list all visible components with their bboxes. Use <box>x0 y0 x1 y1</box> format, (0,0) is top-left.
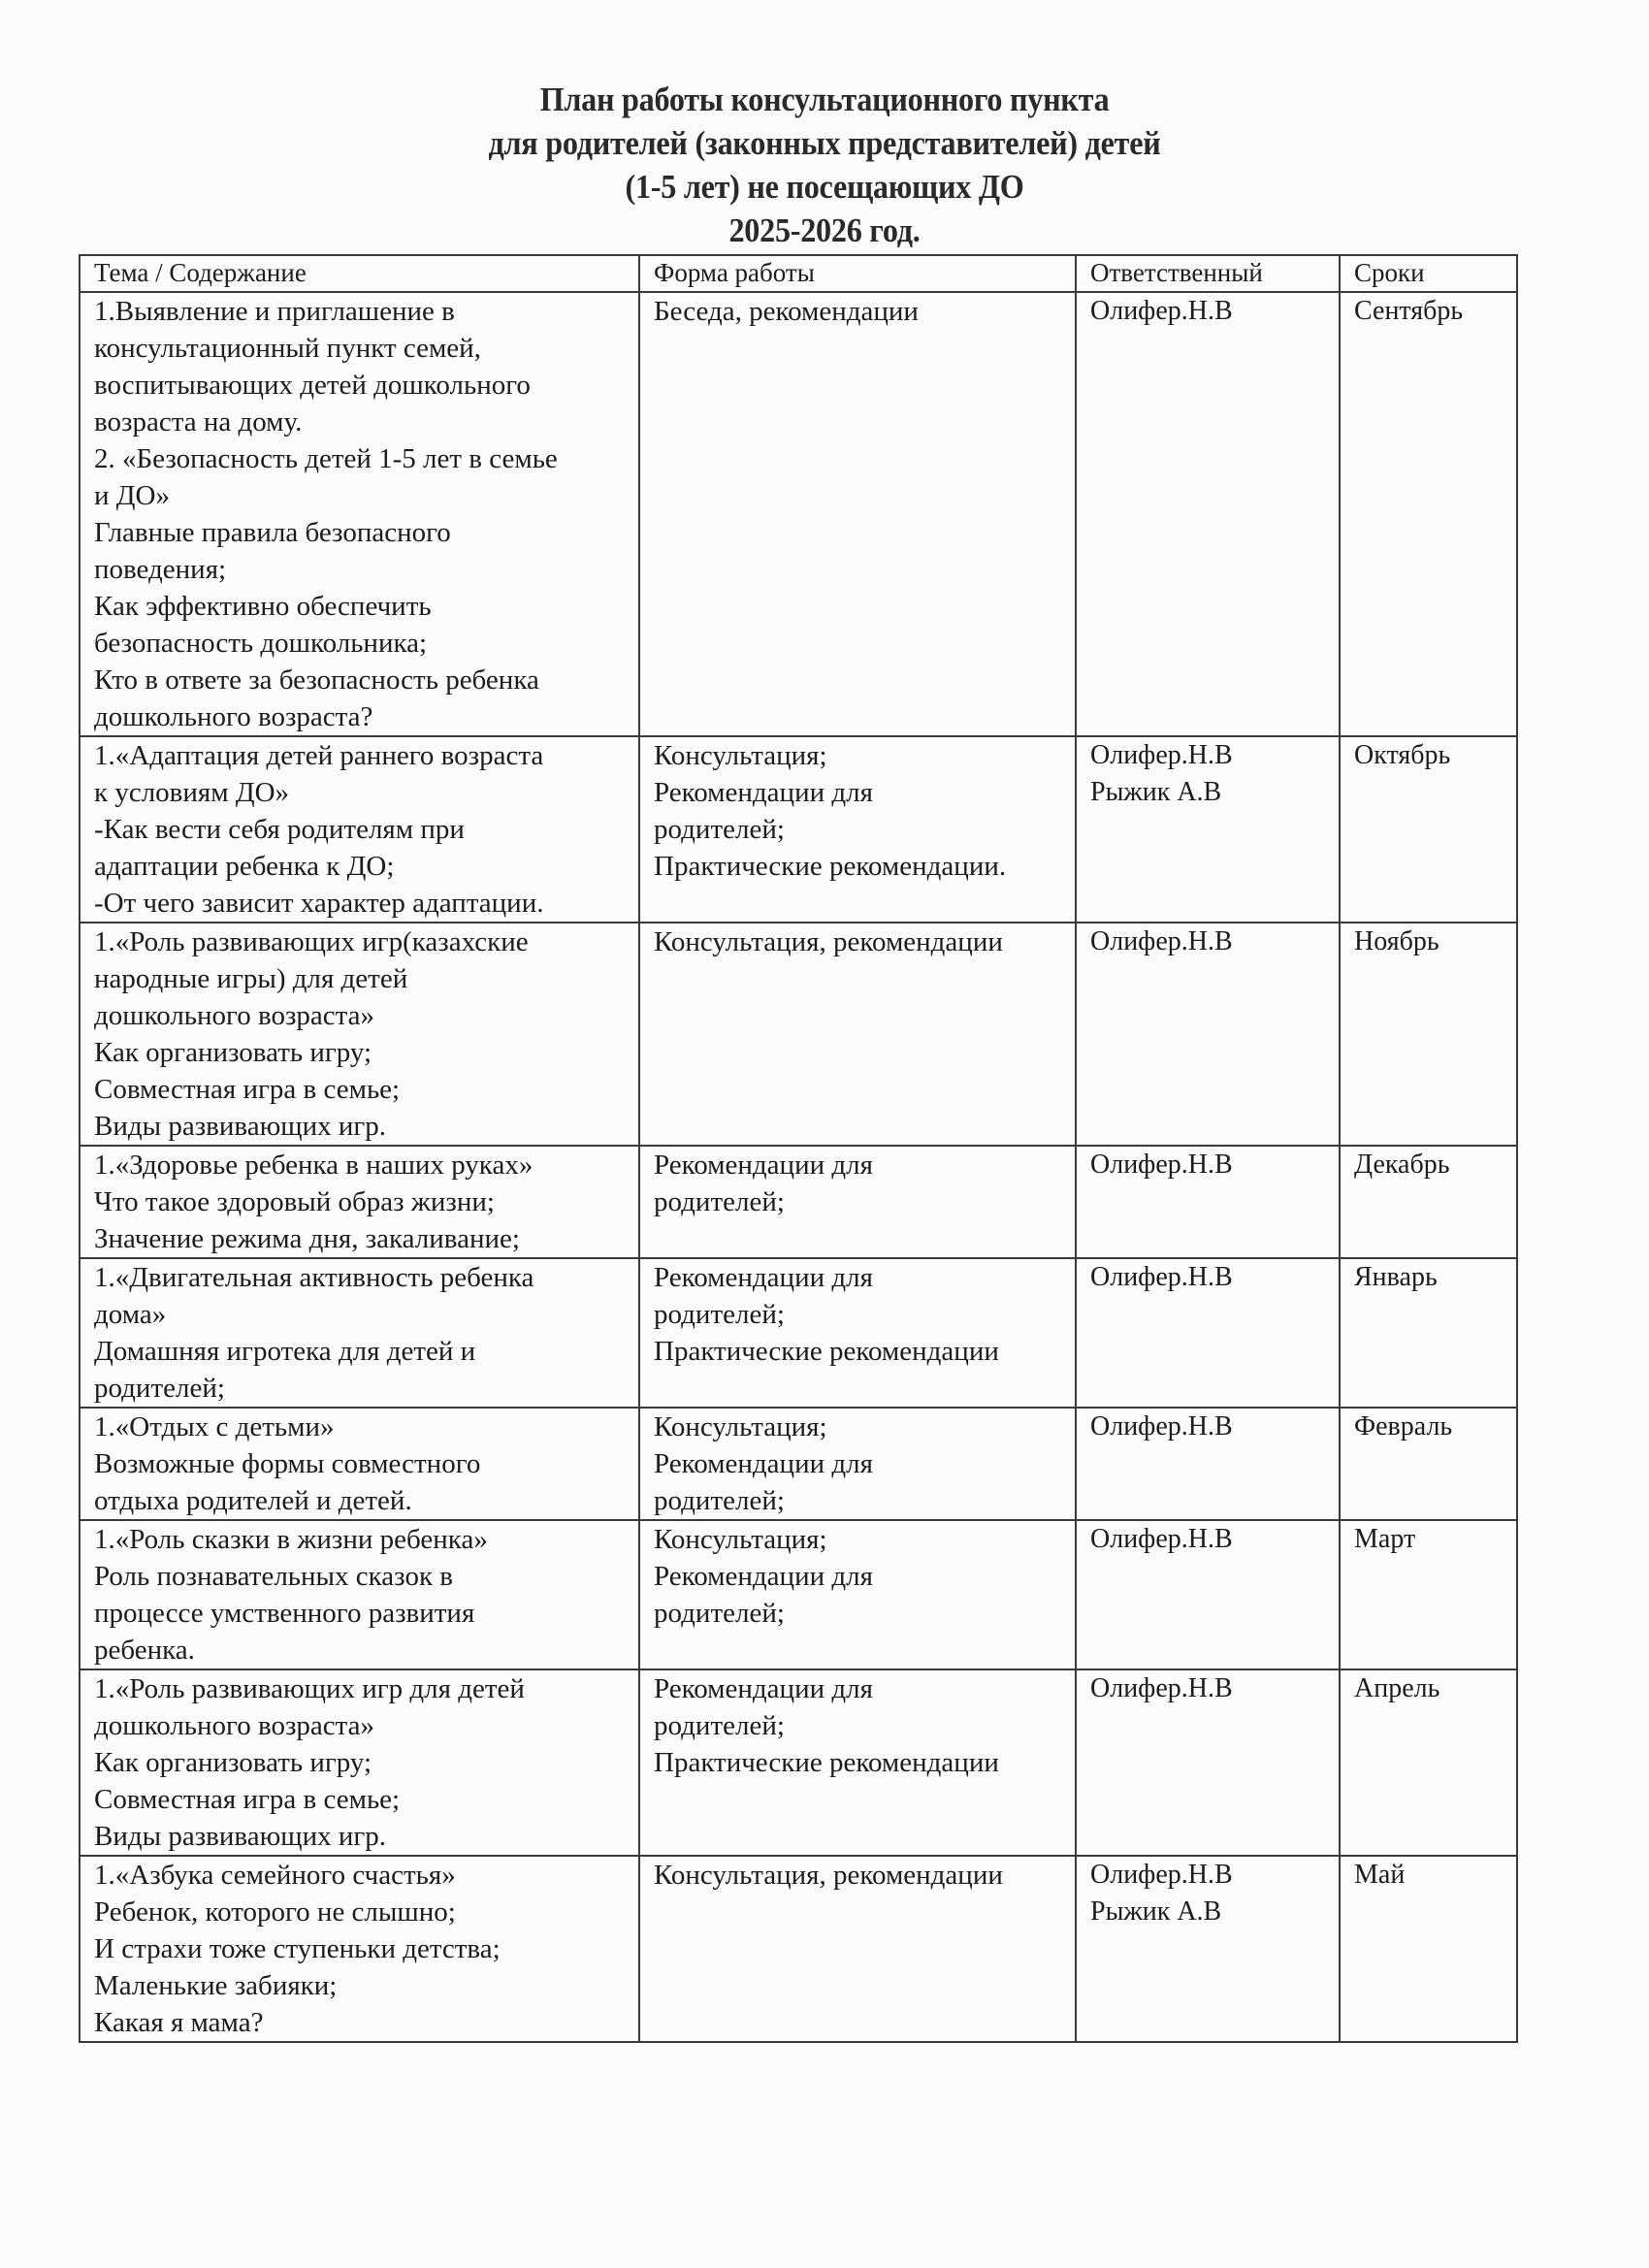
cell-term: Январь <box>1340 1258 1517 1408</box>
cell-form <box>639 1856 1076 2042</box>
cell-topic <box>80 923 639 1146</box>
cell-form-line: Беседа, рекомендации <box>654 296 919 327</box>
cell-topic <box>80 1856 639 2042</box>
cell-topic-line: безопасность дошкольника; <box>94 628 428 659</box>
title-line: (1-5 лет) не посещающих ДО <box>625 168 1024 206</box>
cell-form-line: Рекомендации для <box>654 1150 873 1181</box>
cell-form-line: Рекомендации для <box>654 1673 873 1704</box>
cell-topic-line: Что такое здоровый образ жизни; <box>94 1186 495 1217</box>
cell-term: Май <box>1340 1856 1517 2042</box>
cell-form-line: родителей; <box>654 1598 785 1629</box>
cell-topic-line: поведения; <box>94 554 227 585</box>
table-row <box>80 1258 1517 1408</box>
cell-topic-line: и ДО» <box>94 480 170 511</box>
title-line: 2025-2026 год. <box>728 211 921 249</box>
cell-form-line: родителей; <box>654 814 785 845</box>
cell-responsible <box>1076 1258 1340 1408</box>
cell-form-line: Консультация, рекомендации <box>654 926 1003 957</box>
cell-topic-line: отдыха родителей и детей. <box>94 1485 412 1516</box>
cell-responsible <box>1076 923 1340 1146</box>
cell-responsible-line: Олифер.Н.В <box>1090 1860 1233 1890</box>
cell-topic <box>80 1520 639 1669</box>
cell-form-line: Практические рекомендации. <box>654 851 1007 882</box>
cell-topic-line: 2. «Безопасность детей 1-5 лет в семье <box>94 443 558 474</box>
cell-form-line: Консультация; <box>654 1524 827 1555</box>
cell-term: Ноябрь <box>1340 923 1517 1146</box>
table-row <box>80 1408 1517 1520</box>
cell-topic-line: 1.«Двигательная активность ребенка <box>94 1262 534 1293</box>
cell-form-line: Консультация; <box>654 740 827 771</box>
cell-responsible-line: Олифер.Н.В <box>1090 1262 1233 1292</box>
cell-topic-line: дошкольного возраста» <box>94 1710 375 1741</box>
cell-form <box>639 1520 1076 1669</box>
cell-topic-line: Значение режима дня, закаливание; <box>94 1223 520 1254</box>
cell-responsible <box>1076 1669 1340 1856</box>
document-title <box>0 78 1649 252</box>
cell-form <box>639 1146 1076 1258</box>
cell-topic-line: дома» <box>94 1299 167 1330</box>
title-line: для родителей (законных представителей) детей <box>488 124 1161 162</box>
cell-responsible <box>1076 736 1340 923</box>
cell-topic-line: Совместная игра в семье; <box>94 1784 401 1815</box>
cell-term: Март <box>1340 1520 1517 1669</box>
cell-term: Сентябрь <box>1340 292 1517 736</box>
cell-topic-line: И страхи тоже ступеньки детства; <box>94 1933 501 1964</box>
header-topic: Тема / Содержание <box>80 255 639 292</box>
cell-topic <box>80 1146 639 1258</box>
header-form: Форма работы <box>639 255 1076 292</box>
cell-form-line: Консультация; <box>654 1411 827 1442</box>
cell-form-line: Консультация, рекомендации <box>654 1860 1003 1891</box>
cell-topic-line: Роль познавательных сказок в <box>94 1561 453 1592</box>
cell-topic-line: -От чего зависит характер адаптации. <box>94 888 544 919</box>
cell-topic-line: Какая я мама? <box>94 2007 264 2038</box>
table-row <box>80 1669 1517 1856</box>
cell-responsible-line: Рыжик А.В <box>1090 777 1222 807</box>
cell-topic-line: Как эффективно обеспечить <box>94 591 432 622</box>
cell-topic-line: дошкольного возраста? <box>94 701 373 732</box>
cell-form-line: родителей; <box>654 1485 785 1516</box>
cell-responsible-line: Рыжик А.В <box>1090 1896 1222 1927</box>
cell-topic-line: к условиям ДО» <box>94 777 290 808</box>
cell-topic-line: 1.«Роль сказки в жизни ребенка» <box>94 1524 488 1555</box>
cell-form <box>639 923 1076 1146</box>
table-row <box>80 1520 1517 1669</box>
cell-topic-line: Домашняя игротека для детей и <box>94 1336 476 1367</box>
cell-topic-line: 1.«Азбука семейного счастья» <box>94 1860 456 1891</box>
cell-topic-line: возраста на дому. <box>94 406 303 437</box>
cell-topic-line: Виды развивающих игр. <box>94 1821 387 1852</box>
cell-topic <box>80 292 639 736</box>
cell-topic-line: Кто в ответе за безопасность ребенка <box>94 664 539 696</box>
table-row <box>80 1856 1517 2042</box>
cell-form <box>639 1669 1076 1856</box>
cell-form-line: Практические рекомендации <box>654 1336 999 1367</box>
cell-responsible <box>1076 1408 1340 1520</box>
cell-term: Апрель <box>1340 1669 1517 1856</box>
plan-table <box>79 254 1518 2043</box>
cell-topic-line: воспитывающих детей дошкольного <box>94 370 531 401</box>
table-row <box>80 292 1517 736</box>
cell-topic-line: Маленькие забияки; <box>94 1970 338 2001</box>
cell-responsible <box>1076 1856 1340 2042</box>
cell-form-line: Рекомендации для <box>654 1448 873 1479</box>
cell-topic-line: 1.«Здоровье ребенка в наших руках» <box>94 1150 534 1181</box>
cell-form <box>639 1408 1076 1520</box>
cell-topic-line: адаптации ребенка к ДО; <box>94 851 395 882</box>
cell-form <box>639 1258 1076 1408</box>
cell-responsible-line: Олифер.Н.В <box>1090 1524 1233 1554</box>
table-row <box>80 1146 1517 1258</box>
cell-form-line: Практические рекомендации <box>654 1747 999 1778</box>
table-row <box>80 736 1517 923</box>
cell-topic-line: 1.«Роль развивающих игр для детей <box>94 1673 525 1704</box>
cell-topic-line: 1.«Адаптация детей раннего возраста <box>94 740 544 771</box>
cell-topic <box>80 1669 639 1856</box>
cell-topic-line: дошкольного возраста» <box>94 1000 375 1031</box>
cell-topic-line: Возможные формы совместного <box>94 1448 481 1479</box>
cell-responsible <box>1076 1520 1340 1669</box>
table-body <box>80 292 1517 2042</box>
cell-topic-line: процессе умственного развития <box>94 1598 475 1629</box>
cell-topic <box>80 736 639 923</box>
table-row <box>80 923 1517 1146</box>
cell-responsible-line: Олифер.Н.В <box>1090 926 1233 956</box>
cell-topic-line: Виды развивающих игр. <box>94 1111 387 1142</box>
cell-responsible-line: Олифер.Н.В <box>1090 1673 1233 1703</box>
cell-topic-line: ребенка. <box>94 1635 195 1666</box>
cell-topic <box>80 1258 639 1408</box>
cell-form-line: родителей; <box>654 1710 785 1741</box>
cell-topic-line: 1.«Отдых с детьми» <box>94 1411 335 1442</box>
cell-topic-line: консультационный пункт семей, <box>94 333 481 364</box>
cell-topic-line: родителей; <box>94 1373 225 1404</box>
cell-topic-line: Как организовать игру; <box>94 1037 372 1068</box>
cell-form <box>639 736 1076 923</box>
table-header-row <box>80 255 1517 292</box>
cell-form-line: родителей; <box>654 1299 785 1330</box>
cell-topic-line: Совместная игра в семье; <box>94 1074 401 1105</box>
cell-responsible-line: Олифер.Н.В <box>1090 296 1233 326</box>
cell-responsible <box>1076 292 1340 736</box>
header-term: Сроки <box>1340 255 1517 292</box>
cell-responsible <box>1076 1146 1340 1258</box>
cell-form <box>639 292 1076 736</box>
cell-topic-line: 1.Выявление и приглашение в <box>94 296 455 327</box>
cell-topic <box>80 1408 639 1520</box>
cell-form-line: родителей; <box>654 1186 785 1217</box>
cell-term: Октябрь <box>1340 736 1517 923</box>
cell-responsible-line: Олифер.Н.В <box>1090 1150 1233 1180</box>
cell-topic-line: Главные правила безопасного <box>94 517 451 548</box>
cell-form-line: Рекомендации для <box>654 1561 873 1592</box>
cell-topic-line: Ребенок, которого не слышно; <box>94 1896 456 1928</box>
cell-term: Декабрь <box>1340 1146 1517 1258</box>
cell-topic-line: -Как вести себя родителям при <box>94 814 465 845</box>
cell-responsible-line: Олифер.Н.В <box>1090 1411 1233 1442</box>
cell-topic-line: 1.«Роль развивающих игр(казахские <box>94 926 529 957</box>
cell-term: Февраль <box>1340 1408 1517 1520</box>
cell-responsible-line: Олифер.Н.В <box>1090 740 1233 770</box>
cell-form-line: Рекомендации для <box>654 1262 873 1293</box>
cell-topic-line: Как организовать игру; <box>94 1747 372 1778</box>
cell-form-line: Рекомендации для <box>654 777 873 808</box>
cell-topic-line: народные игры) для детей <box>94 963 408 994</box>
header-responsible: Ответственный <box>1076 255 1340 292</box>
title-line: План работы консультационного пункта <box>539 81 1110 118</box>
